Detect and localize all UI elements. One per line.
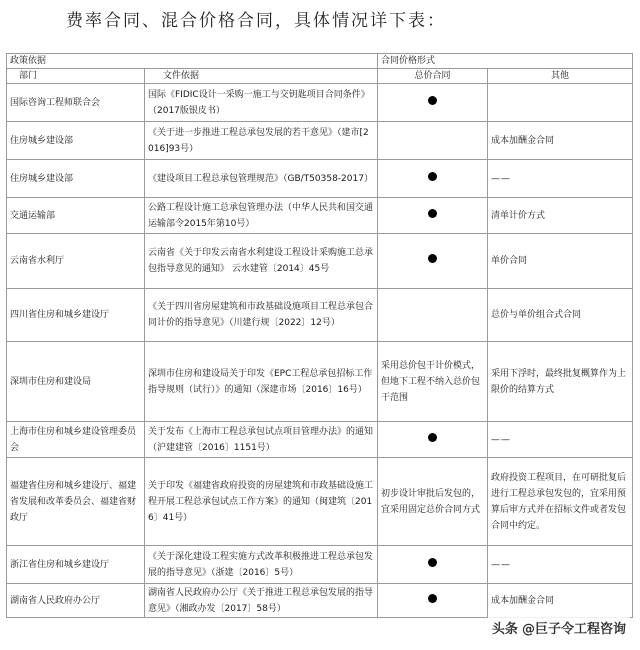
cell-department: 国际咨询工程师联合会 bbox=[7, 84, 145, 122]
cell-document: 湖南省人民政府办公厅《关于推进工程总承包发展的指导意见》（湘政办发〔2017〕58号） bbox=[145, 584, 378, 618]
cell-lump-sum bbox=[378, 422, 488, 458]
cell-lump-sum: 初步设计审批后发包的，宜采用固定总价合同方式 bbox=[378, 458, 488, 546]
cell-document: 关于发布《上海市工程总承包试点项目管理办法》的通知（沪建建管〔2016〕1151号） bbox=[145, 422, 378, 458]
cell-document: 公路工程设计施工总承包管理办法（中华人民共和国交通运输部令2015年第10号） bbox=[145, 198, 378, 234]
table-row bbox=[7, 198, 633, 234]
cell-other: —— bbox=[488, 546, 633, 584]
cell-other: 总价与单价组合式合同 bbox=[488, 289, 633, 342]
cell-document: 《关于进一步推进工程总承包发展的若干意见》（建市[2016]93号） bbox=[145, 122, 378, 160]
filled-circle-icon bbox=[428, 254, 437, 263]
page-heading: 费率合同、混合价格合同，具体情况详下表： bbox=[66, 11, 446, 31]
cell-lump-sum bbox=[378, 122, 488, 160]
filled-circle-icon bbox=[428, 433, 437, 442]
cell-other: 政府投资工程项目，在可研批复后进行工程总承包发包的，宜采用预算后审方式并在招标文件或者发包合同中约定。 bbox=[488, 458, 633, 546]
cell-other: 单价合同 bbox=[488, 234, 633, 289]
cell-lump-sum bbox=[378, 84, 488, 122]
cell-department: 云南省水利厅 bbox=[7, 234, 145, 289]
filled-circle-icon bbox=[428, 172, 437, 181]
cell-department: 上海市住房和城乡建设管理委员会 bbox=[7, 422, 145, 458]
cell-document: 《关于深化建设工程实施方式改革积极推进工程总承包发展的指导意见》（浙建〔2016〕5号） bbox=[145, 546, 378, 584]
cell-department: 湖南省人民政府办公厅 bbox=[7, 584, 145, 618]
group-header-contract-form: 合同价格形式 bbox=[378, 54, 633, 69]
cell-document: 关于印发《福建省政府投资的房屋建筑和市政基础设施工程开展工程总承包试点工作方案》的通知（闽建筑〔2016〕41号） bbox=[145, 458, 378, 546]
cell-department: 四川省住房和城乡建设厅 bbox=[7, 289, 145, 342]
cell-other: —— bbox=[488, 160, 633, 198]
table-row bbox=[7, 584, 633, 618]
table-body bbox=[7, 84, 633, 618]
cell-document: 国际《FIDIC设计一采购一施工与交钥匙项目合同条件》（2017版银皮书） bbox=[145, 84, 378, 122]
cell-department: 深圳市住房和建设局 bbox=[7, 342, 145, 422]
cell-department: 交通运输部 bbox=[7, 198, 145, 234]
cell-document: 《关于四川省房屋建筑和市政基础设施项目工程总承包合同计价的指导意见》（川建行规〔2022〕12号） bbox=[145, 289, 378, 342]
column-header-document: 文件依据 bbox=[145, 69, 378, 84]
cell-department: 浙江省住房和城乡建设厅 bbox=[7, 546, 145, 584]
column-header-lump-sum: 总价合同 bbox=[378, 69, 488, 84]
table-row bbox=[7, 160, 633, 198]
table-row bbox=[7, 342, 633, 422]
cell-lump-sum bbox=[378, 198, 488, 234]
cell-other: —— bbox=[488, 422, 633, 458]
filled-circle-icon bbox=[428, 558, 437, 567]
filled-circle-icon bbox=[428, 96, 437, 105]
cell-department: 住房城乡建设部 bbox=[7, 122, 145, 160]
cell-lump-sum bbox=[378, 546, 488, 584]
cell-document: 《建设项目工程总承包管理规范》（GB/T50358-2017） bbox=[145, 160, 378, 198]
watermark-platform: 头条 bbox=[491, 622, 518, 637]
cell-department: 住房城乡建设部 bbox=[7, 160, 145, 198]
watermark bbox=[488, 616, 630, 639]
cell-document: 云南省《关于印发云南省水利建设工程设计采购施工总承包指导意见的通知》 云水建管〔2014〕45号 bbox=[145, 234, 378, 289]
cell-other: 成本加酬金合同 bbox=[488, 584, 633, 618]
cell-document: 深圳市住房和建设局关于印发《EPC工程总承包招标工作指导规则（试行）》的通知（深建市场〔2016〕16号） bbox=[145, 342, 378, 422]
table-row bbox=[7, 546, 633, 584]
table-group-header-row bbox=[7, 54, 633, 69]
contract-policy-table bbox=[6, 53, 633, 618]
table-row bbox=[7, 234, 633, 289]
table-column-header-row bbox=[7, 69, 633, 84]
column-header-department: 部门 bbox=[7, 69, 145, 84]
table-row bbox=[7, 289, 633, 342]
column-header-other: 其他 bbox=[488, 69, 633, 84]
cell-lump-sum bbox=[378, 584, 488, 618]
cell-lump-sum bbox=[378, 160, 488, 198]
cell-lump-sum: 采用总价包干计价模式，但地下工程不纳入总价包干范围 bbox=[378, 342, 488, 422]
table-row bbox=[7, 422, 633, 458]
table-row bbox=[7, 122, 633, 160]
table-row bbox=[7, 458, 633, 546]
cell-other: 采用下浮时，最终批复概算作为上限价的结算方式 bbox=[488, 342, 633, 422]
filled-circle-icon bbox=[428, 594, 437, 603]
cell-lump-sum bbox=[378, 234, 488, 289]
cell-other: 成本加酬金合同 bbox=[488, 122, 633, 160]
cell-other bbox=[488, 84, 633, 122]
filled-circle-icon bbox=[428, 209, 437, 218]
table-row bbox=[7, 84, 633, 122]
watermark-account: @巨子令工程咨询 bbox=[521, 622, 626, 637]
cell-other: 清单计价方式 bbox=[488, 198, 633, 234]
group-header-policy-basis: 政策依据 bbox=[7, 54, 378, 69]
cell-department: 福建省住房和城乡建设厅、福建省发展和改革委员会、福建省财政厅 bbox=[7, 458, 145, 546]
cell-lump-sum bbox=[378, 289, 488, 342]
